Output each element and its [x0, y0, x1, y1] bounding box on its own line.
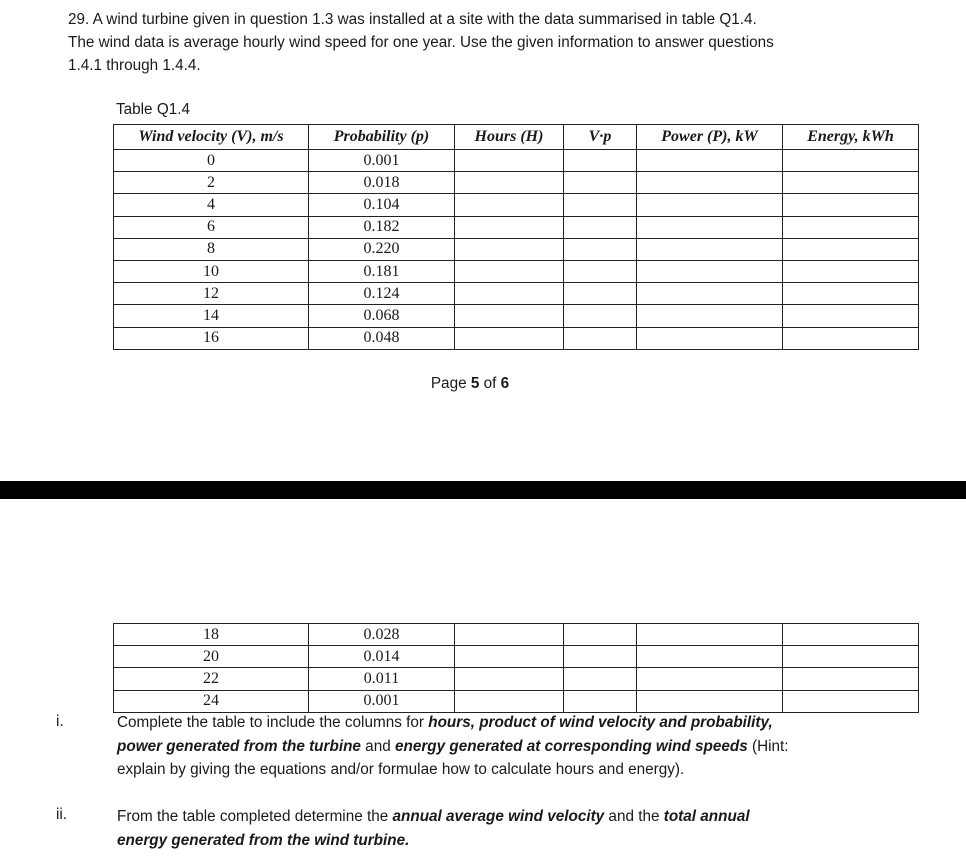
cell-empty: [564, 172, 637, 194]
table-row: [114, 283, 919, 305]
cell-empty: [455, 283, 564, 305]
cell-empty: [564, 216, 637, 238]
cell-wind-velocity: 24: [114, 690, 309, 712]
cell-empty: [564, 690, 637, 712]
cell-empty: [455, 194, 564, 216]
cell-probability: 0.001: [309, 690, 455, 712]
header-vp: V·p: [564, 125, 637, 150]
cell-probability: 0.048: [309, 327, 455, 349]
cell-probability: 0.011: [309, 668, 455, 690]
question-i-part4: explain by giving the equations and/or formulae how to calculate hours and energy).: [117, 761, 685, 778]
cell-empty: [783, 238, 919, 260]
cell-empty: [564, 668, 637, 690]
header-wind-velocity: Wind velocity (V), m/s: [114, 125, 309, 150]
question-ii-part2: and the: [604, 808, 664, 825]
cell-empty: [637, 260, 783, 282]
cell-empty: [783, 283, 919, 305]
header-power: Power (P), kW: [637, 125, 783, 150]
question-i-number: i.: [56, 713, 64, 730]
header-probability: Probability (p): [309, 125, 455, 150]
cell-empty: [455, 150, 564, 172]
cell-wind-velocity: 10: [114, 260, 309, 282]
cell-probability: 0.182: [309, 216, 455, 238]
cell-empty: [637, 194, 783, 216]
intro-line-1: 29. A wind turbine given in question 1.3 was installed at a site with the data summarised in table Q1.4.: [68, 11, 757, 28]
wind-data-table-part1: [113, 124, 919, 350]
table-row: [114, 194, 919, 216]
question-i-part3: (Hint:: [747, 737, 789, 755]
question-i-part1: Complete the table to include the columns for: [117, 714, 429, 731]
question-ii-text: [117, 805, 917, 852]
cell-probability: 0.018: [309, 172, 455, 194]
question-i-part2: and: [360, 737, 395, 755]
question-i-bold3: energy generated at corresponding wind speeds: [394, 737, 748, 755]
table-row: [114, 216, 919, 238]
cell-wind-velocity: 22: [114, 668, 309, 690]
cell-empty: [564, 283, 637, 305]
cell-empty: [783, 624, 919, 646]
cell-empty: [564, 646, 637, 668]
cell-empty: [455, 690, 564, 712]
question-ii-part1: From the table completed determine the: [117, 808, 393, 825]
cell-empty: [783, 305, 919, 327]
cell-empty: [455, 327, 564, 349]
cell-empty: [455, 238, 564, 260]
question-ii-bold2: total annual: [663, 808, 750, 825]
cell-empty: [564, 238, 637, 260]
cell-wind-velocity: 12: [114, 283, 309, 305]
cell-empty: [637, 283, 783, 305]
cell-empty: [564, 260, 637, 282]
cell-wind-velocity: 4: [114, 194, 309, 216]
question-i-bold1: hours, product of wind velocity and probability,: [428, 714, 773, 731]
cell-empty: [783, 260, 919, 282]
cell-empty: [455, 305, 564, 327]
page-total: 6: [500, 375, 510, 392]
cell-empty: [564, 305, 637, 327]
page-current: 5: [470, 375, 480, 392]
cell-empty: [637, 150, 783, 172]
table-row: [114, 172, 919, 194]
page-prefix: Page: [430, 375, 471, 392]
cell-empty: [783, 150, 919, 172]
cell-empty: [783, 327, 919, 349]
cell-wind-velocity: 2: [114, 172, 309, 194]
cell-wind-velocity: 20: [114, 646, 309, 668]
cell-probability: 0.124: [309, 283, 455, 305]
table-row: [114, 690, 919, 712]
intro-line-2: The wind data is average hourly wind speed for one year. Use the given information to answer questions: [68, 34, 774, 51]
cell-wind-velocity: 8: [114, 238, 309, 260]
cell-probability: 0.104: [309, 194, 455, 216]
cell-empty: [564, 327, 637, 349]
question-intro: [68, 8, 928, 77]
table-row: [114, 260, 919, 282]
question-ii-bold1: annual average wind velocity: [392, 808, 605, 825]
cell-empty: [637, 690, 783, 712]
table-row: [114, 624, 919, 646]
table-caption: Table Q1.4: [116, 101, 190, 118]
cell-empty: [564, 624, 637, 646]
cell-empty: [783, 646, 919, 668]
question-i-bold2: power generated from the turbine: [117, 737, 361, 755]
cell-wind-velocity: 16: [114, 327, 309, 349]
cell-empty: [637, 305, 783, 327]
cell-empty: [637, 172, 783, 194]
table-row: [114, 668, 919, 690]
cell-empty: [455, 260, 564, 282]
intro-line-3: 1.4.1 through 1.4.4.: [68, 57, 201, 74]
question-i-text: [117, 711, 917, 782]
cell-probability: 0.068: [309, 305, 455, 327]
cell-empty: [637, 668, 783, 690]
question-ii-number: ii.: [56, 806, 68, 823]
cell-empty: [637, 216, 783, 238]
table-row: [114, 305, 919, 327]
page-of: of: [479, 375, 501, 392]
cell-probability: 0.014: [309, 646, 455, 668]
cell-empty: [637, 327, 783, 349]
table-row: [114, 646, 919, 668]
cell-empty: [455, 646, 564, 668]
cell-empty: [783, 690, 919, 712]
cell-empty: [783, 668, 919, 690]
cell-probability: 0.001: [309, 150, 455, 172]
table-row: [114, 238, 919, 260]
cell-empty: [637, 238, 783, 260]
cell-empty: [783, 172, 919, 194]
cell-empty: [783, 216, 919, 238]
table-row: [114, 150, 919, 172]
cell-wind-velocity: 18: [114, 624, 309, 646]
page-break-divider: [0, 481, 966, 499]
wind-data-table-part2: [113, 623, 919, 713]
cell-empty: [564, 194, 637, 216]
cell-probability: 0.028: [309, 624, 455, 646]
cell-wind-velocity: 6: [114, 216, 309, 238]
cell-empty: [455, 216, 564, 238]
cell-empty: [637, 624, 783, 646]
cell-empty: [564, 150, 637, 172]
cell-wind-velocity: 14: [114, 305, 309, 327]
cell-empty: [455, 668, 564, 690]
table-header-row: [114, 125, 919, 150]
cell-wind-velocity: 0: [114, 150, 309, 172]
cell-probability: 0.220: [309, 238, 455, 260]
page-footer: [0, 375, 940, 393]
table-row: [114, 327, 919, 349]
cell-empty: [637, 646, 783, 668]
cell-empty: [783, 194, 919, 216]
cell-empty: [455, 172, 564, 194]
cell-empty: [455, 624, 564, 646]
header-energy: Energy, kWh: [783, 125, 919, 150]
header-hours: Hours (H): [455, 125, 564, 150]
question-ii-bold3: energy generated from the wind turbine.: [117, 831, 410, 849]
cell-probability: 0.181: [309, 260, 455, 282]
